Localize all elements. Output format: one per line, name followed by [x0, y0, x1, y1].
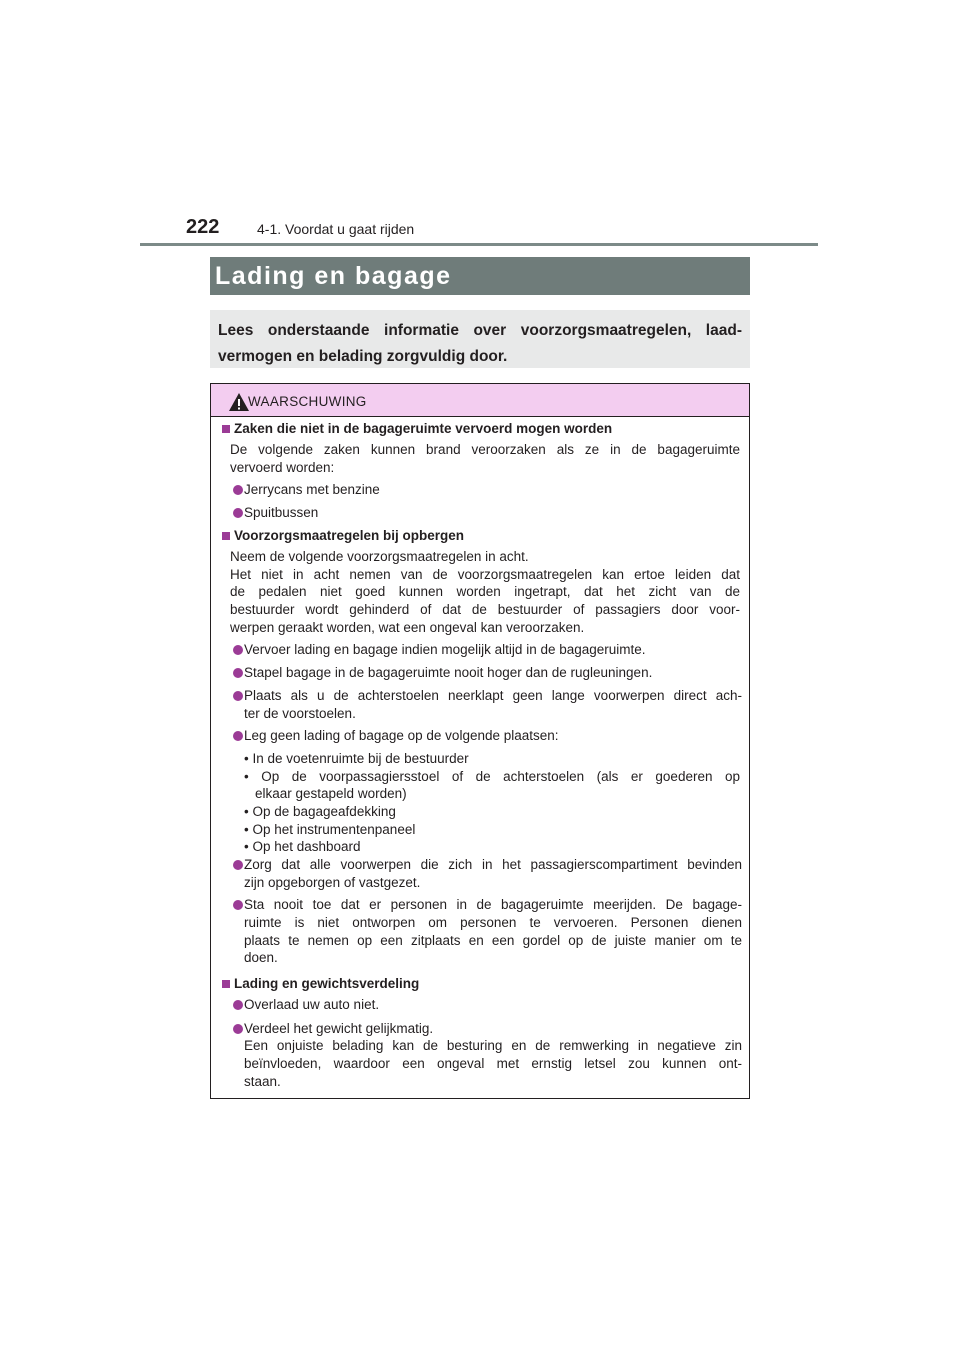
bullet-text: Jerrycans met benzine [244, 482, 380, 497]
sub-bullet-text: • In de voetenruimte bij de bestuurder [244, 751, 469, 766]
warning-content [211, 384, 749, 1098]
sub-bullet-text: • Op het instrumentenpaneel [244, 822, 416, 837]
header-divider [140, 243, 818, 246]
section-heading: Voorzorgsmaatregelen bij opbergen [234, 528, 465, 543]
bullet-text: Sta nooit toe dat er personen in de bagageruimte meerijden. De bagage- [244, 897, 742, 912]
bullet-text: Leg geen lading of bagage op de volgende plaatsen: [244, 728, 559, 743]
paragraph-line: de pedalen niet goed kunnen worden ingetrapt, dat het zicht van de [230, 584, 740, 599]
bullet-text: Overlaad uw auto niet. [244, 997, 380, 1012]
paragraph-line: Neem de volgende voorzorgsmaatregelen in acht. [230, 549, 529, 564]
bullet-text: Verdeel het gewicht gelijkmatig. [244, 1021, 434, 1036]
bullet-text: beïnvloeden, waardoor een ongeval met ernstig letsel zou kunnen ont- [244, 1056, 742, 1071]
bullet-dot-icon [233, 645, 243, 655]
bullet-dot-icon [233, 508, 243, 518]
bullet-text: Zorg dat alle voorwerpen die zich in het passagierscompartiment bevinden [244, 857, 742, 872]
bullet-text: zijn opgeborgen of vastgezet. [244, 875, 421, 890]
paragraph-line: De volgende zaken kunnen brand veroorzaken als ze in de bagageruimte [230, 442, 740, 457]
sub-bullet-text: • Op het dashboard [244, 839, 361, 854]
bullet-dot-icon [233, 860, 243, 870]
paragraph-line: Het niet in acht nemen van de voorzorgsmaatregelen kan ertoe leiden dat [230, 567, 740, 582]
bullet-text: Spuitbussen [244, 505, 319, 520]
bullet-dot-icon [233, 1000, 243, 1010]
bullet-text: Plaats als u de achterstoelen neerklapt geen lange voorwerpen direct ach- [244, 688, 742, 703]
bullet-dot-icon [233, 691, 243, 701]
square-bullet-icon [222, 980, 230, 988]
bullet-text: Een onjuiste belading kan de besturing en de remwerking in negatieve zin [244, 1038, 742, 1053]
bullet-dot-icon [233, 485, 243, 495]
section-title: 4-1. Voordat u gaat rijden [257, 221, 415, 237]
warning-box [210, 383, 750, 1099]
bullet-text: Stapel bagage in de bagageruimte nooit hoger dan de rugleuningen. [244, 665, 653, 680]
bullet-text: staan. [244, 1074, 281, 1089]
warning-label: WAARSCHUWING [248, 394, 367, 409]
bullet-dot-icon [233, 731, 243, 741]
bullet-text: doen. [244, 950, 278, 965]
sub-bullet-text: elkaar gestapeld worden) [255, 786, 407, 801]
bullet-dot-icon [233, 668, 243, 678]
page-number: 222 [186, 216, 220, 238]
bullet-text: ruimte is niet ontworpen om personen te vervoeren. Personen dienen [244, 915, 742, 930]
intro-line-1: Lees onderstaande informatie over voorzorgsmaatregelen, laad- [218, 322, 742, 339]
square-bullet-icon [222, 532, 230, 540]
section-heading: Lading en gewichtsverdeling [234, 976, 420, 991]
paragraph-line: werpen geraakt worden, wat een ongeval kan veroorzaken. [230, 620, 585, 635]
sub-bullet-text: • Op de bagageafdekking [244, 804, 396, 819]
page-title: Lading en bagage [210, 257, 750, 295]
intro-box [210, 310, 750, 368]
bullet-text: ter de voorstoelen. [244, 706, 356, 721]
bullet-dot-icon [233, 1024, 243, 1034]
bullet-text: plaats te nemen op een zitplaats en een gordel op de juiste manier om te [244, 933, 742, 948]
sub-bullet-text: • Op de voorpassagiersstoel of de achterstoelen (als er goederen op [244, 769, 740, 784]
paragraph-line: bestuurder wordt gehinderd of dat de bestuurder of passagiers door voor- [230, 602, 740, 617]
section-heading: Zaken die niet in de bagageruimte vervoerd mogen worden [234, 421, 613, 436]
paragraph-line: vervoerd worden: [230, 460, 335, 475]
bullet-dot-icon [233, 900, 243, 910]
bullet-text: Vervoer lading en bagage indien mogelijk altijd in de bagageruimte. [244, 642, 646, 657]
intro-line-2: vermogen en belading zorgvuldig door. [218, 348, 508, 365]
square-bullet-icon [222, 425, 230, 433]
